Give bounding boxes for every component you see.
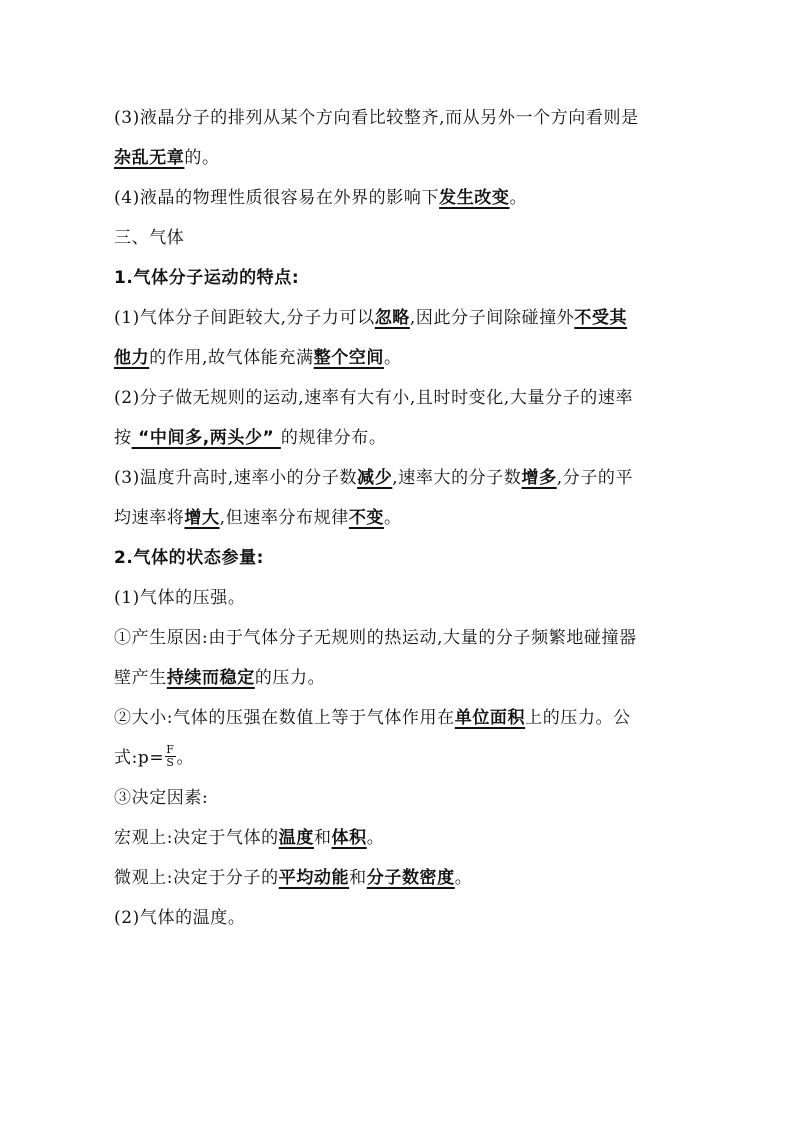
text-segment: ③决定因素: <box>114 788 209 808</box>
answer-blank: 不受其 <box>574 308 628 328</box>
answer-blank: 温度 <box>278 828 314 848</box>
answer-blank: 减少 <box>357 468 393 488</box>
answer-blank: 单位面积 <box>454 708 526 728</box>
answer-blank: 增多 <box>521 468 557 488</box>
text-segment: 。 <box>509 188 528 208</box>
text-segment: ,因此分子间除碰撞外 <box>409 308 575 328</box>
answer-blank: 分子数密度 <box>366 868 455 888</box>
text-segment: 的。 <box>184 148 220 168</box>
text-segment: (4)液晶的物理性质很容易在外界的影响下 <box>114 188 440 208</box>
text-line <box>114 338 694 378</box>
text-segment: 。 <box>176 748 195 768</box>
text-segment: 的规律分布。 <box>280 428 387 448</box>
text-line <box>114 858 694 898</box>
answer-blank: “中间多,两头少” <box>131 428 281 448</box>
answer-blank: 增大 <box>184 508 220 528</box>
document-body <box>114 98 694 938</box>
text-line <box>114 898 694 938</box>
text-segment: 壁产生 <box>114 668 167 688</box>
text-segment: 均速率将 <box>114 508 185 528</box>
text-segment: 的作用,故气体能充满 <box>149 348 314 368</box>
answer-blank: 发生改变 <box>439 188 510 208</box>
text-line <box>114 538 694 578</box>
fraction <box>165 744 175 769</box>
text-segment: 式:p= <box>114 748 165 768</box>
text-segment: 和 <box>349 868 367 888</box>
text-segment: 和 <box>313 828 332 848</box>
text-segment: (1)气体的压强。 <box>114 588 246 608</box>
text-segment: 按 <box>114 428 132 448</box>
text-segment: 三、气体 <box>114 228 185 248</box>
fraction-denominator: S <box>166 756 175 769</box>
text-segment: (2)气体的温度。 <box>114 908 246 928</box>
text-line <box>114 618 694 658</box>
answer-blank: 忽略 <box>374 308 410 328</box>
answer-blank: 整个空间 <box>313 348 385 368</box>
answer-blank: 平均动能 <box>278 868 350 888</box>
text-line <box>114 778 694 818</box>
text-line <box>114 178 694 218</box>
text-segment: 上的压力。公 <box>525 708 631 728</box>
section-heading: 2.气体的状态参量: <box>114 548 265 568</box>
text-segment: 。 <box>454 868 473 888</box>
text-segment: 。 <box>384 348 402 368</box>
answer-blank: 杂乱无章 <box>114 148 185 168</box>
text-line <box>114 218 694 258</box>
section-heading: 1.气体分子运动的特点: <box>114 268 300 288</box>
text-segment: ,但速率分布规律 <box>219 508 349 528</box>
text-segment: 微观上:决定于分子的 <box>114 868 279 888</box>
text-segment: ,速率大的分子数 <box>392 468 522 488</box>
text-segment: (1)气体分子间距较大,分子力可以 <box>114 308 375 328</box>
text-segment: ②大小:气体的压强在数值上等于气体作用在 <box>114 708 455 728</box>
text-segment: 宏观上:决定于气体的 <box>114 828 279 848</box>
text-line <box>114 378 694 418</box>
text-segment: (2)分子做无规则的运动,速率有大有小,且时时变化,大量分子的速率 <box>114 388 634 408</box>
text-segment: 。 <box>366 828 385 848</box>
text-line <box>114 98 694 138</box>
text-line <box>114 418 694 458</box>
text-line <box>114 738 694 778</box>
text-line <box>114 658 694 698</box>
text-line <box>114 458 694 498</box>
text-line <box>114 498 694 538</box>
answer-blank: 不变 <box>348 508 385 528</box>
text-segment: 的压力。 <box>254 668 326 688</box>
text-line <box>114 578 694 618</box>
text-line <box>114 138 694 178</box>
text-segment: 。 <box>384 508 402 528</box>
answer-blank: 体积 <box>331 828 367 848</box>
text-segment: ,分子的平 <box>556 468 634 488</box>
text-line <box>114 298 694 338</box>
text-line <box>114 258 694 298</box>
answer-blank: 他力 <box>114 348 150 368</box>
text-segment: (3)液晶分子的排列从某个方向看比较整齐,而从另外一个方向看则是 <box>114 108 639 128</box>
fraction-numerator: F <box>166 743 175 756</box>
text-segment: ①产生原因:由于气体分子无规则的热运动,大量的分子频繁地碰撞器 <box>114 628 637 648</box>
text-segment: (3)温度升高时,速率小的分子数 <box>114 468 358 488</box>
text-line <box>114 818 694 858</box>
text-line <box>114 698 694 738</box>
answer-blank: 持续而稳定 <box>166 668 255 688</box>
